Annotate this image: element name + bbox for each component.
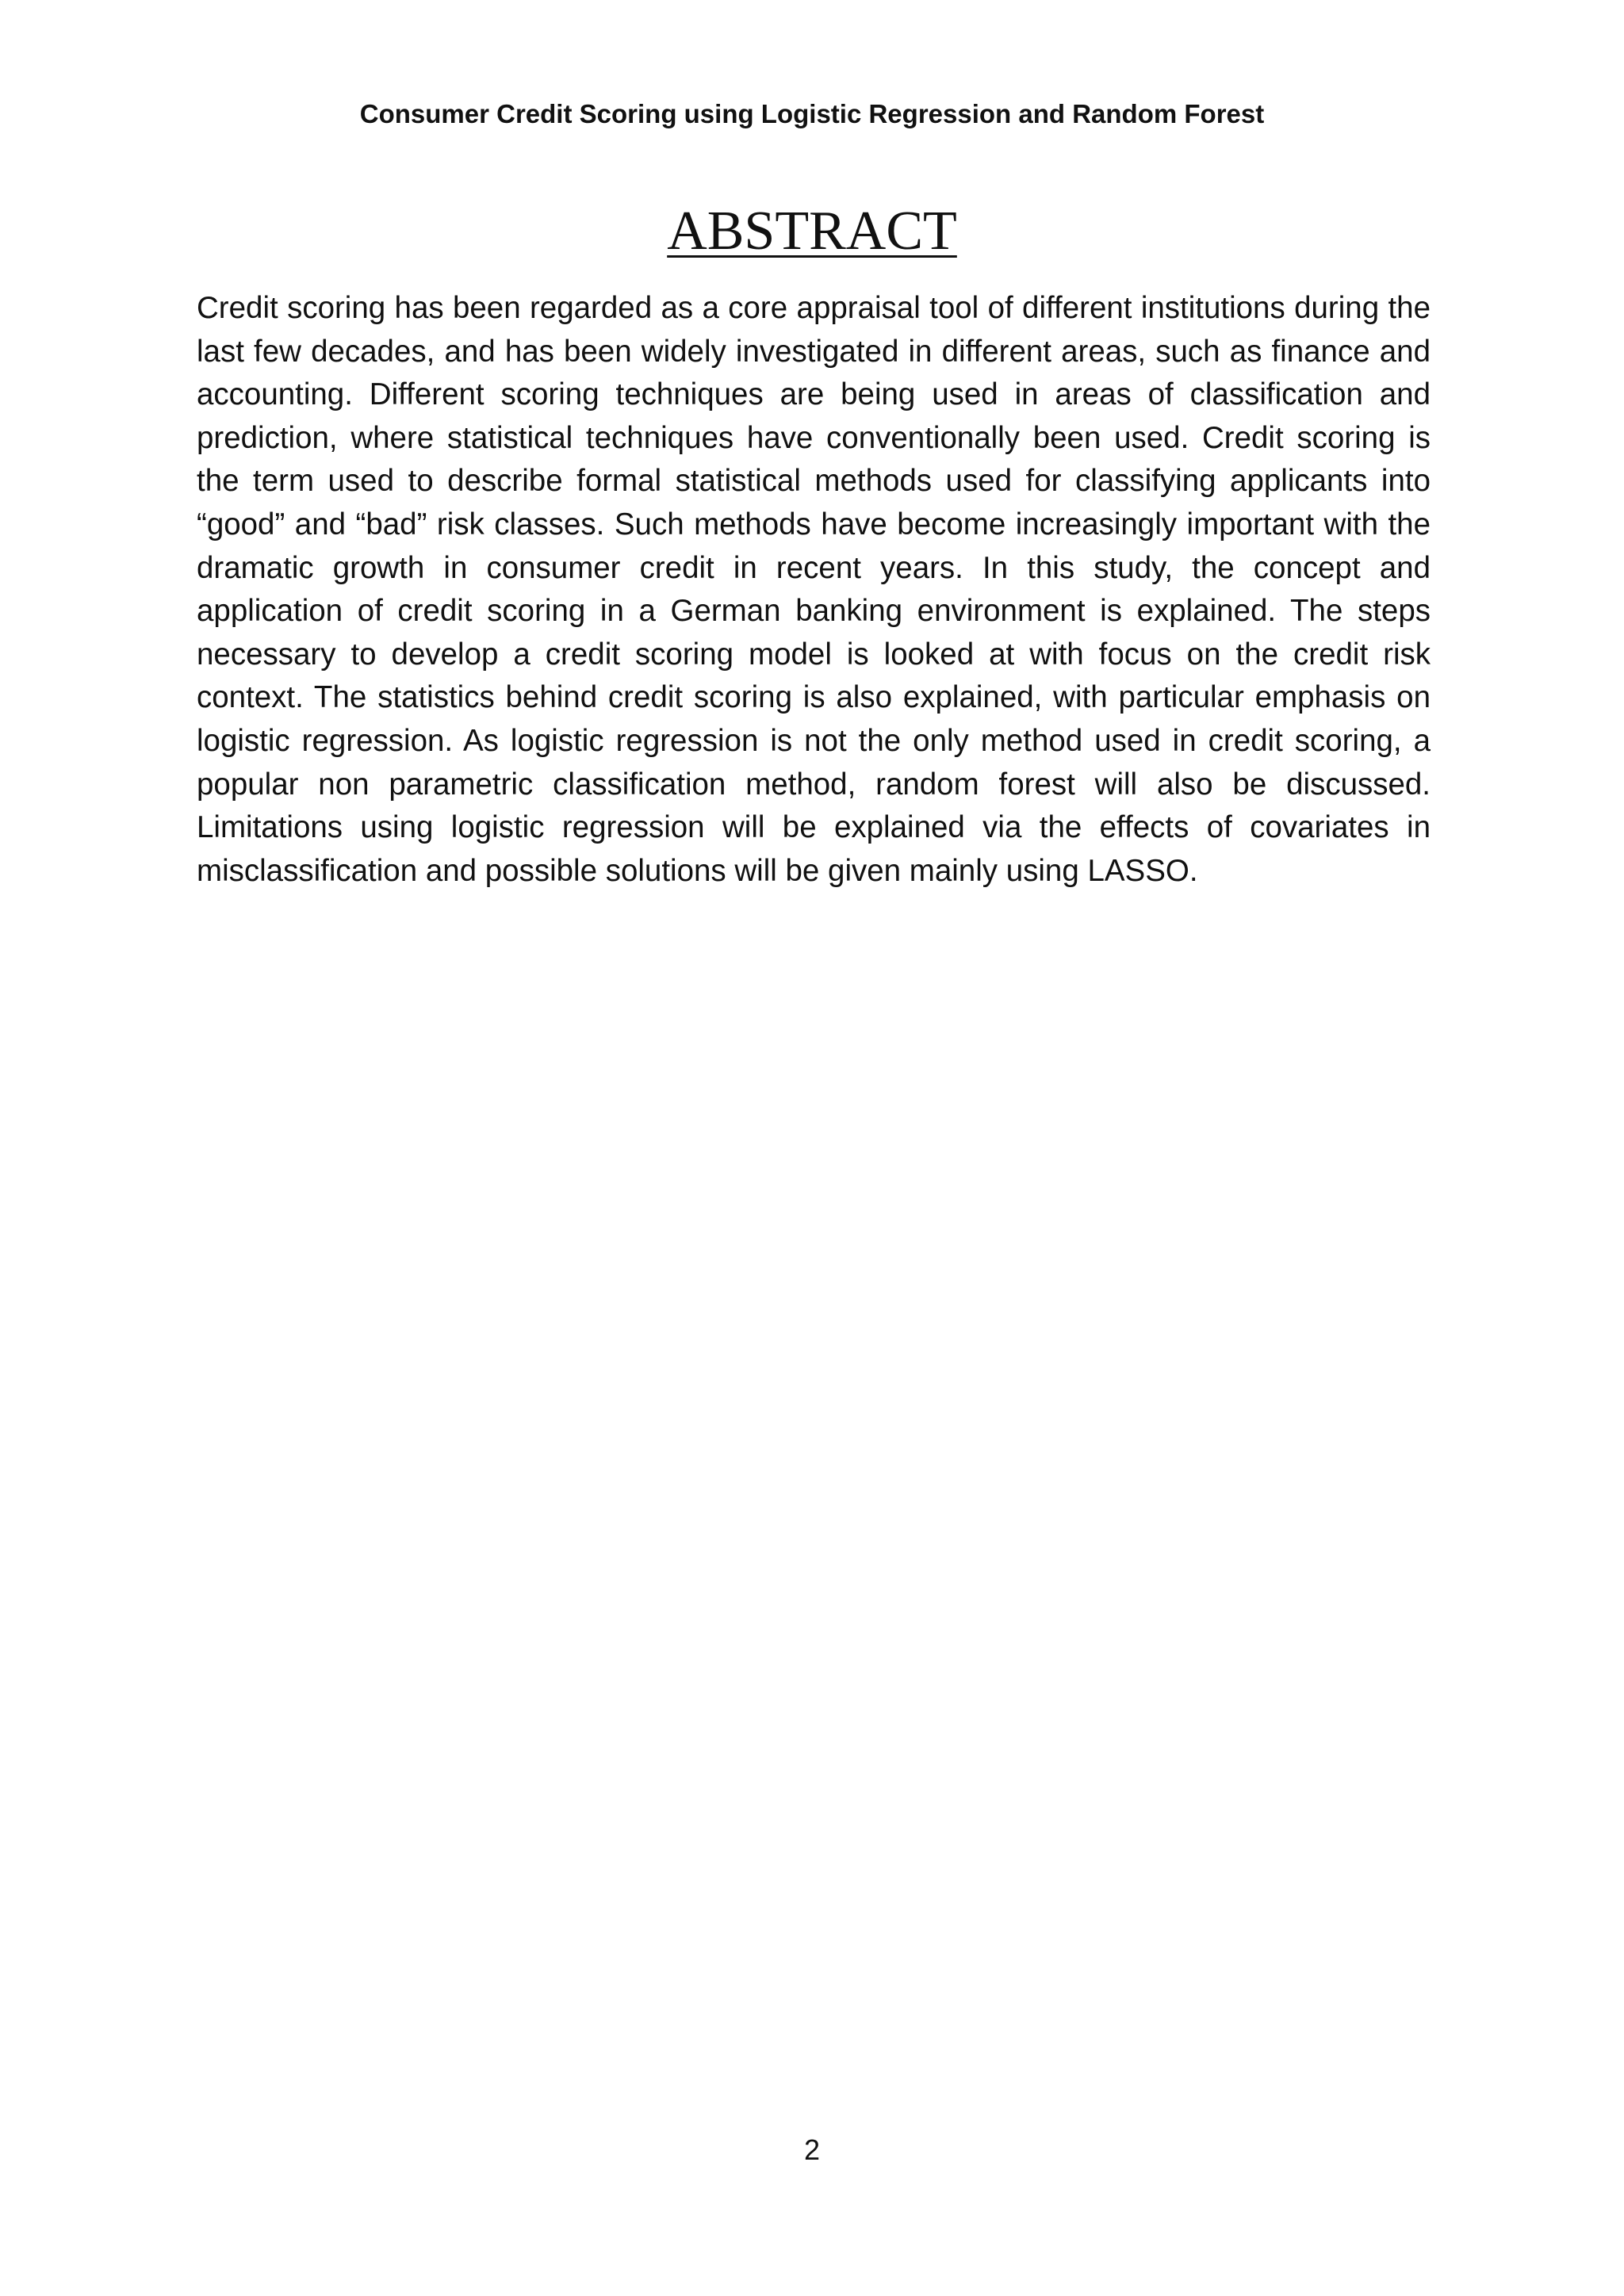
section-title (0, 198, 1624, 265)
section-title-text: ABSTRACT (667, 201, 957, 262)
abstract-paragraph: Credit scoring has been regarded as a core appraisal tool of different institutions during the last few decades, and has been widely investigated in different areas, such as finance and accounting. Different scoring techniques are being used in areas of classification and prediction, where statistical techniques have conventionally been used. Credit scoring is the term used to describe formal statistical methods used for classifying applicants into “good” and “bad” risk classes. Such methods have become increasingly important with the dramatic growth in consumer credit in recent years. In this study, the concept and application of credit scoring in a German banking environment is explained. The steps necessary to develop a credit scoring model is looked at with focus on the credit risk context. The statistics behind credit scoring is also explained, with particular emphasis on logistic regression. As logistic regression is not the only method used in credit scoring, a popular non parametric classification method, random forest will also be discussed. Limitations using logistic regression will be explained via the effects of covariates in misclassification and possible solutions will be given mainly using LASSO. (197, 291, 1431, 888)
page-number: 2 (803, 2133, 821, 2166)
running-header: Consumer Credit Scoring using Logistic Regression and Random Forest (359, 99, 1265, 128)
